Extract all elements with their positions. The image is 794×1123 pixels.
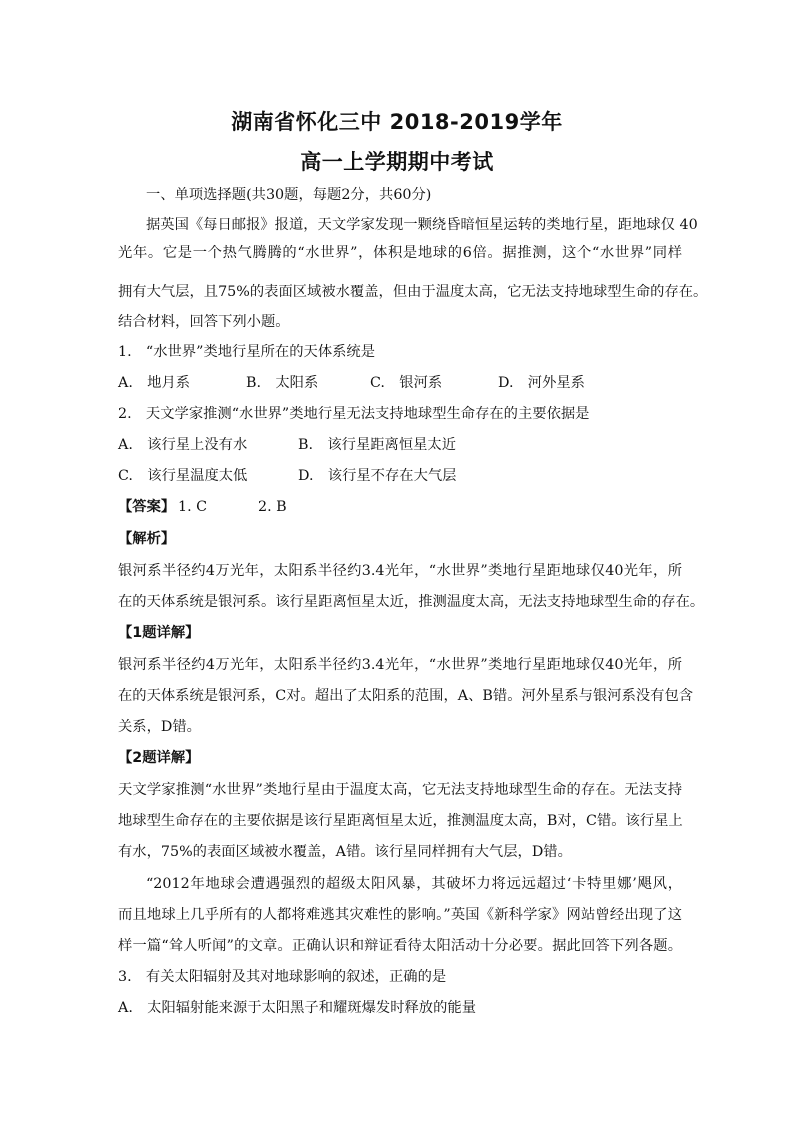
page-subtitle: 高一上学期期中考试 <box>300 150 494 174</box>
detail-1-line: 银河系半径约4万光年，太阳系半径约3.4光年，“水世界”类地行星距地球仅40光年，所 <box>118 657 682 673</box>
detail-1-line: 在的天体系统是银河系，C对。超出了太阳系的范围，A、B错。河外星系与银河系没有包含 <box>118 688 694 704</box>
question-1-stem: 1. “水世界”类地行星所在的天体系统是 <box>118 344 376 360</box>
detail-2-line: 天文学家推测“水世界”类地行星由于温度太高，它无法支持地球型生命的存在。无法支持 <box>118 782 682 798</box>
passage1-line: 结合材料，回答下列小题。 <box>118 314 290 330</box>
option-a: A. 该行星上没有水 <box>118 437 248 453</box>
detail-2-line: 有水，75%的表面区域被水覆盖，A错。该行星同样拥有大气层，D错。 <box>118 844 572 860</box>
detail-1-line: 关系，D错。 <box>118 719 201 735</box>
detail-2-line: 地球型生命存在的主要依据是该行星距离恒星太近，推测温度太高，B对，C错。该行星上 <box>118 813 683 829</box>
passage1-line: 据英国《每日邮报》报道，天文学家发现一颗绕昏暗恒星运转的类地行星，距地球仅 40 <box>146 217 698 233</box>
passage1-line: 拥有大气层，且75%的表面区域被水覆盖，但由于温度太高，它无法支持地球型生命的存在。 <box>118 284 708 300</box>
passage2-line: 而且地球上几乎所有的人都将难逃其灾难性的影响。”英国《新科学家》网站曾经出现了这 <box>118 907 682 923</box>
passage1-line: 光年。它是一个热气腾腾的“水世界”，体积是地球的6倍。据推测，这个“水世界”同样 <box>118 245 682 261</box>
section-heading: 一、单项选择题(共30题，每题2分，共60分) <box>146 187 432 203</box>
option-a: A. 地月系 <box>118 375 191 391</box>
analysis-label: 【解析】 <box>118 531 176 547</box>
answer-1: 1. C <box>178 499 208 515</box>
option-d: D. 该行星不存在大气层 <box>298 468 457 484</box>
question-2-stem: 2. 天文学家推测“水世界”类地行星无法支持地球型生命存在的主要依据是 <box>118 406 590 422</box>
question-3-option-a: A. 太阳辐射能来源于太阳黑子和耀斑爆发时释放的能量 <box>118 1000 476 1016</box>
page-title: 湖南省怀化三中 2018-2019学年 <box>231 110 563 134</box>
option-b: B. 太阳系 <box>246 375 319 391</box>
option-c: C. 银河系 <box>370 375 443 391</box>
analysis-line: 在的天体系统是银河系。该行星距离恒星太近，推测温度太高，无法支持地球型生命的存在。 <box>118 594 705 610</box>
question-3-stem: 3. 有关太阳辐射及其对地球影响的叙述，正确的是 <box>118 969 447 985</box>
detail-2-label: 【2题详解】 <box>118 750 200 766</box>
answer-label: 【答案】 <box>118 499 176 515</box>
answer-2: 2. B <box>258 499 287 515</box>
detail-1-label: 【1题详解】 <box>118 625 200 641</box>
option-c: C. 该行星温度太低 <box>118 468 248 484</box>
passage2-line: “2012年地球会遭遇强烈的超级太阳风暴，其破坏力将远远超过‘卡特里娜’飓风， <box>146 876 682 892</box>
option-d: D. 河外星系 <box>498 375 585 391</box>
analysis-line: 银河系半径约4万光年，太阳系半径约3.4光年，“水世界”类地行星距地球仅40光年，所 <box>118 563 682 579</box>
passage2-line: 样一篇“耸人听闻”的文章。正确认识和辩证看待太阳活动十分必要。据此回答下列各题。 <box>118 938 682 954</box>
option-b: B. 该行星距离恒星太近 <box>298 437 457 453</box>
